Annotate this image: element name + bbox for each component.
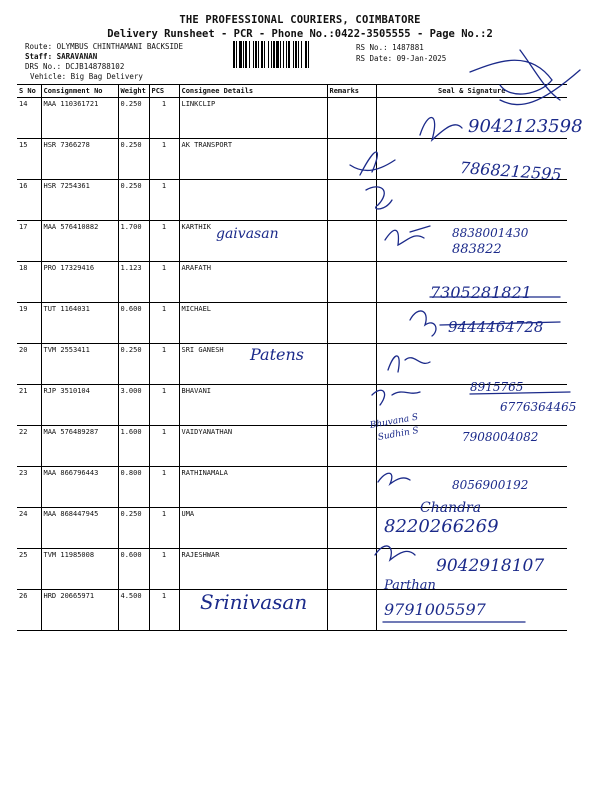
cell-consignee: RATHINAMALA	[179, 467, 327, 508]
hw-r24-name: Chandra	[420, 500, 482, 516]
cell-sno: 24	[17, 508, 41, 549]
cell-weight: 0.600	[118, 549, 149, 590]
hw-r17-name: gaivasan	[216, 226, 279, 242]
cell-pcs: 1	[149, 549, 179, 590]
cell-remarks	[327, 221, 376, 262]
col-sno: S No	[17, 85, 41, 98]
hw-r21-phone2: 6776364465	[500, 400, 577, 414]
cell-remarks	[327, 549, 376, 590]
cell-weight: 0.250	[118, 344, 149, 385]
hw-r26-phone: 9791005597	[384, 600, 486, 619]
col-consignment: Consignment No	[41, 85, 118, 98]
cell-consignee: VAIDYANATHAN	[179, 426, 327, 467]
rs-number: RS No.: 1487881	[356, 43, 424, 52]
cell-sno: 26	[17, 590, 41, 631]
cell-weight: 4.500	[118, 590, 149, 631]
cell-remarks	[327, 262, 376, 303]
cell-weight: 3.000	[118, 385, 149, 426]
hw-r21-phone: 8915765	[470, 380, 524, 394]
col-consignee: Consignee Details	[179, 85, 327, 98]
cell-consignment-no: MAA 866796443	[41, 467, 118, 508]
cell-remarks	[327, 426, 376, 467]
cell-consignment-no: HSR 7366278	[41, 139, 118, 180]
hw-r14-phone: 9042123598	[468, 116, 583, 137]
cell-sno: 14	[17, 98, 41, 139]
cell-weight: 1.600	[118, 426, 149, 467]
cell-remarks	[327, 98, 376, 139]
cell-pcs: 1	[149, 221, 179, 262]
cell-remarks	[327, 180, 376, 221]
runsheet-subtitle: Delivery Runsheet - PCR - Phone No.:0422-3505555 - Page No.:2	[107, 28, 493, 40]
table-header-row	[17, 85, 567, 98]
cell-consignment-no: HRD 20665971	[41, 590, 118, 631]
cell-pcs: 1	[149, 426, 179, 467]
cell-signature	[376, 344, 567, 385]
cell-sno: 19	[17, 303, 41, 344]
cell-weight: 1.123	[118, 262, 149, 303]
hw-r22-name1: Bhuvana S	[369, 412, 419, 431]
cell-pcs: 1	[149, 508, 179, 549]
cell-weight: 0.250	[118, 180, 149, 221]
hw-r15-phone: 7868212595	[459, 158, 563, 185]
hw-r26-sign: Parthan	[384, 578, 436, 593]
route-label: Route: OLYMBUS CHINTHAMANI BACKSIDE	[25, 42, 184, 51]
cell-weight: 0.250	[118, 508, 149, 549]
hw-r22-name2: Sudhin S	[377, 425, 420, 443]
cell-remarks	[327, 303, 376, 344]
cell-consignee: KARTHIK	[179, 221, 327, 262]
cell-consignee: ARAFATH	[179, 262, 327, 303]
hw-r26-name: Srinivasan	[200, 590, 308, 614]
cell-remarks	[327, 344, 376, 385]
cell-pcs: 1	[149, 590, 179, 631]
col-weight: Weight	[118, 85, 149, 98]
cell-consignment-no: TUT 1164031	[41, 303, 118, 344]
hw-r25-phone: 9042918107	[436, 556, 545, 576]
cell-sno: 22	[17, 426, 41, 467]
cell-pcs: 1	[149, 139, 179, 180]
cell-pcs: 1	[149, 303, 179, 344]
cell-remarks	[327, 590, 376, 631]
company-title: THE PROFESSIONAL COURIERS, COIMBATORE	[179, 14, 421, 26]
hw-r18-phone: 7305281821	[430, 283, 532, 302]
cell-consignee: RAJESHWAR	[179, 549, 327, 590]
hw-r23-phone: 8056900192	[452, 478, 529, 492]
cell-consignee: BHAVANI	[179, 385, 327, 426]
cell-pcs: 1	[149, 467, 179, 508]
cell-consignment-no: TVM 2553411	[41, 344, 118, 385]
cell-consignee	[179, 180, 327, 221]
hw-r17-phone2: 883822	[452, 242, 502, 257]
hw-r17-phone1: 8838001430	[452, 226, 529, 240]
cell-consignee: LINKCLIP	[179, 98, 327, 139]
cell-consignment-no: PRO 17329416	[41, 262, 118, 303]
cell-weight: 1.700	[118, 221, 149, 262]
barcode	[233, 41, 345, 68]
cell-consignment-no: MAA 576489287	[41, 426, 118, 467]
cell-sno: 25	[17, 549, 41, 590]
cell-weight: 0.250	[118, 139, 149, 180]
cell-weight: 0.250	[118, 98, 149, 139]
cell-consignment-no: RJP 3510104	[41, 385, 118, 426]
hw-r22-phone: 7908004082	[462, 430, 539, 444]
cell-remarks	[327, 467, 376, 508]
hw-r20-name: Patens	[250, 345, 304, 364]
cell-weight: 0.800	[118, 467, 149, 508]
cell-signature	[376, 180, 567, 221]
cell-sno: 17	[17, 221, 41, 262]
staff-label: Staff: SARAVANAN	[25, 52, 98, 61]
table-row	[17, 180, 567, 221]
cell-consignee: UMA	[179, 508, 327, 549]
cell-remarks	[327, 385, 376, 426]
cell-sno: 23	[17, 467, 41, 508]
hw-r24-phone: 8220266269	[384, 516, 499, 537]
cell-pcs: 1	[149, 262, 179, 303]
cell-pcs: 1	[149, 385, 179, 426]
cell-sno: 15	[17, 139, 41, 180]
col-remarks: Remarks	[327, 85, 376, 98]
cell-consignee: MICHAEL	[179, 303, 327, 344]
cell-remarks	[327, 139, 376, 180]
cell-consignment-no: MAA 868447945	[41, 508, 118, 549]
cell-remarks	[327, 508, 376, 549]
cell-sno: 18	[17, 262, 41, 303]
cell-sno: 16	[17, 180, 41, 221]
drs-label: DRS No.: DCJB148788102	[25, 62, 125, 71]
col-signature: Seal & Signature	[376, 85, 567, 98]
cell-consignment-no: MAA 576410882	[41, 221, 118, 262]
cell-pcs: 1	[149, 344, 179, 385]
cell-sno: 20	[17, 344, 41, 385]
cell-pcs: 1	[149, 180, 179, 221]
cell-consignment-no: MAA 110361721	[41, 98, 118, 139]
cell-pcs: 1	[149, 98, 179, 139]
cell-sno: 21	[17, 385, 41, 426]
cell-consignment-no: TVM 11985008	[41, 549, 118, 590]
cell-consignment-no: HSR 7254361	[41, 180, 118, 221]
hw-r19-phone: 9444464728	[448, 318, 544, 336]
rs-date: RS Date: 09-Jan-2025	[356, 54, 447, 63]
cell-consignee: SRI GANESH	[179, 344, 327, 385]
vehicle-label: Vehicle: Big Bag Delivery	[30, 72, 143, 81]
cell-consignee: AK TRANSPORT	[179, 139, 327, 180]
col-pcs: PCS	[149, 85, 179, 98]
cell-weight: 0.600	[118, 303, 149, 344]
